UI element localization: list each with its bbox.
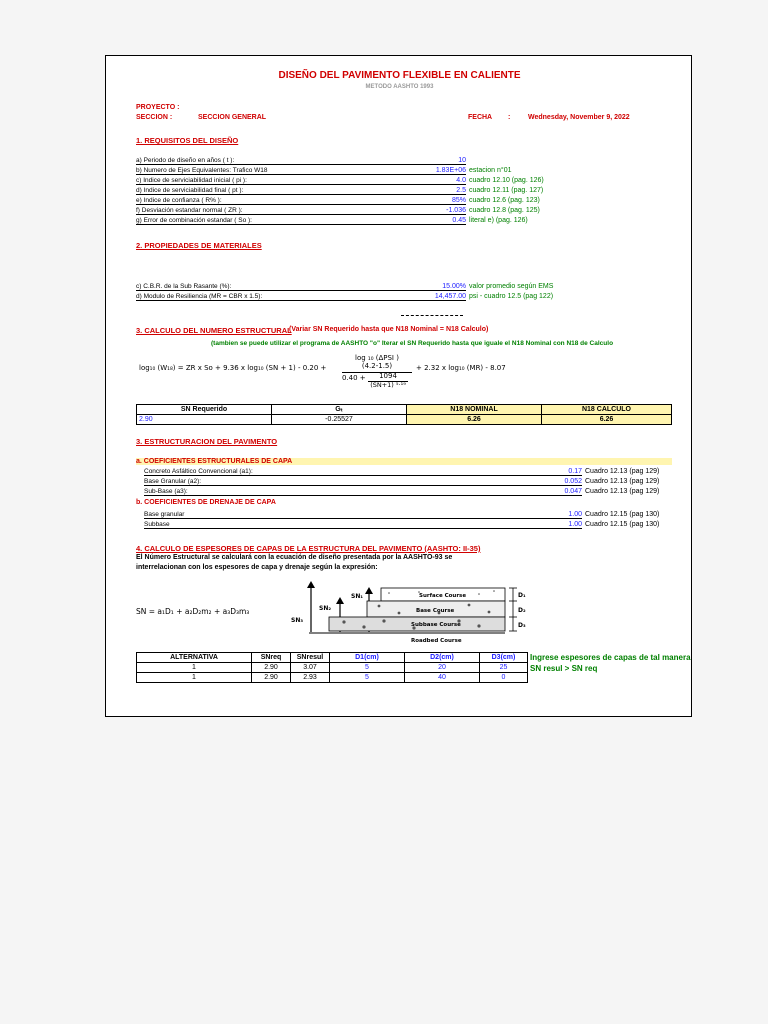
coef-estructural-row-label: Concreto Asfáltico Convencional (a1): xyxy=(144,468,582,476)
requisito-row-reference: estacion n°01 xyxy=(469,167,512,174)
thickness-hint-1: Ingrese espesores de capas de tal manera xyxy=(530,653,691,662)
requisito-row-label: f) Desviación estandar normal ( ZR ): xyxy=(136,207,466,215)
section-4-title: 4. CALCULO DE ESPESORES DE CAPAS DE LA ESTRUCTURA DEL PAVIMENTO (AASHTO: II-35) xyxy=(136,544,481,553)
requisito-row-reference: cuadro 12.11 (pag. 127) xyxy=(469,187,544,194)
sn-header-2: N18 NOMINAL xyxy=(407,405,542,415)
n18-nominal-cell: 6.26 xyxy=(407,415,542,425)
formula-den-num: 1094 xyxy=(379,372,397,380)
subbase-course-label: Subbase Course xyxy=(411,622,461,628)
coef-drenaje-row-reference: Cuadro 12.15 (pag 130) xyxy=(585,511,660,518)
d1-label: D₁ xyxy=(518,592,526,599)
coef-estructural-row-label: Sub-Base (a3): xyxy=(144,488,582,496)
table-row xyxy=(137,663,528,673)
coef-drenaje-row-label: Subbase xyxy=(144,521,582,529)
section-3-note: (tambien se puede utilizar el programa de AASHTO "o" Iterar el SN Requerido hasta que iguale el N18 Nominal con N18 de Calculo xyxy=(211,340,614,347)
surface-course-label: Surface Course xyxy=(419,593,467,599)
requisito-row-value[interactable]: -1.036 xyxy=(446,207,466,214)
sn-layer-formula: SN = a₁D₁ + a₂D₂m₂ + a₃D₃m₃ xyxy=(136,607,250,616)
snreq-cell: 2.90 xyxy=(252,663,291,673)
gt-cell: -0.25527 xyxy=(272,415,407,425)
formula-tail2-text: R) - 8.07 xyxy=(475,364,506,372)
coef-estructural-row-reference: Cuadro 12.13 (pag 129) xyxy=(585,488,660,495)
n18-calculo-cell: 6.26 xyxy=(542,415,672,425)
requisito-row-value[interactable]: 2.5 xyxy=(456,187,466,194)
requisito-row-value[interactable]: 0.45 xyxy=(452,217,466,224)
fecha-separator: : xyxy=(508,114,511,121)
requisito-row-value[interactable]: 85% xyxy=(451,197,466,204)
section-3-title-note: (Variar SN Requerido hasta que N18 Nominal = N18 Calculo) xyxy=(289,326,489,333)
d3-cell[interactable]: 0 xyxy=(480,673,528,683)
requisito-row-label: g) Error de combinación estandar ( So ): xyxy=(136,217,466,225)
d1-cell[interactable]: 5 xyxy=(330,663,405,673)
dotted-separator xyxy=(401,315,463,316)
formula-den: 0.40 + xyxy=(342,374,366,382)
section-4-desc-2: interrelacionan con los espesores de capa y drenaje según la expresión: xyxy=(136,564,378,571)
formula-tail-text: + 2.32 x log₁₀ (M xyxy=(416,364,476,372)
material-row-reference: valor promedio según EMS xyxy=(469,283,554,290)
requisito-row-value[interactable]: 1.83E+06 xyxy=(435,167,466,174)
material-row-value[interactable]: 15.00% xyxy=(442,283,466,290)
alt-header-2: SNresul xyxy=(291,653,330,663)
d2-cell[interactable]: 20 xyxy=(405,663,480,673)
requisito-row-reference: cuadro 12.8 (pag. 125) xyxy=(469,207,540,214)
material-row-reference: psi - cuadro 12.5 (pag 122) xyxy=(469,293,554,300)
d3-cell[interactable]: 25 xyxy=(480,663,528,673)
sn2-label: SN₂ xyxy=(319,605,331,612)
requisito-row-label: c) Indice de serviciabilidad inicial ( pi ): xyxy=(136,177,466,185)
requisito-row-label: b) Numero de Ejes Equivalentes: Trafico W18 xyxy=(136,167,466,175)
sn-requerido-cell[interactable]: 2.90 xyxy=(137,415,272,425)
section-2-title: 2. PROPIEDADES DE MATERIALES xyxy=(136,241,262,250)
base-course-label: Base Course xyxy=(416,608,455,614)
sn-header-3: N18 CALCULO xyxy=(542,405,672,415)
sn-header-0: SN Requerido xyxy=(137,405,272,415)
requisito-row-reference: cuadro 12.10 (pag. 126) xyxy=(469,177,544,184)
formula-mid-text: R x So + 9.36 x log₁₀ (SN + 1) - 0.20 + xyxy=(190,364,327,372)
sn-header-1: Gₜ xyxy=(272,405,407,415)
alt-header-1: SNreq xyxy=(252,653,291,663)
coef-drenaje-row-value[interactable]: 1.00 xyxy=(568,521,582,528)
coef-drenaje-row-label: Base granular xyxy=(144,511,582,519)
alt-header-4: D2(cm) xyxy=(405,653,480,663)
requisito-row-value[interactable]: 4.0 xyxy=(456,177,466,184)
fecha-value[interactable]: Wednesday, November 9, 2022 xyxy=(528,114,630,121)
d1-cell[interactable]: 5 xyxy=(330,673,405,683)
snresul-cell: 2.93 xyxy=(291,673,330,683)
material-row-label: c) C.B.R. de la Sub Rasante (%): xyxy=(136,283,466,291)
formula-left-text: log₁₀ (W₁₈) = Z xyxy=(139,364,191,372)
alternatives-table xyxy=(136,652,528,683)
section-4-desc-1: El Número Estructural se calculará con la ecuación de diseño presentada por la AASHTO-93 se xyxy=(136,554,453,561)
coef-estructural-row-value[interactable]: 0.047 xyxy=(564,488,582,495)
snresul-cell: 3.07 xyxy=(291,663,330,673)
seccion-label: SECCION : xyxy=(136,114,173,121)
sn3-label: SN₃ xyxy=(291,617,303,624)
page-title: DISEÑO DEL PAVIMENTO FLEXIBLE EN CALIENTE xyxy=(278,70,521,81)
alternativa-cell: 1 xyxy=(137,663,252,673)
coef-estructural-row-reference: Cuadro 12.13 (pag 129) xyxy=(585,478,660,485)
proyecto-label: PROYECTO : xyxy=(136,104,180,111)
coef-estructural-row-value[interactable]: 0.052 xyxy=(564,478,582,485)
d2-label: D₂ xyxy=(518,607,526,614)
section-3-title: 3. CALCULO DEL NUMERO ESTRUCTURAL xyxy=(136,326,292,335)
section-1-title: 1. REQUISITOS DEL DISEÑO xyxy=(136,136,239,145)
coef-drenaje-row-value[interactable]: 1.00 xyxy=(568,511,582,518)
spreadsheet-page xyxy=(105,55,692,717)
sn1-label: SN₁ xyxy=(351,593,363,600)
fecha-label: FECHA xyxy=(468,114,493,121)
formula-num-top: log ₁₀ (ΔPSI ) xyxy=(355,354,399,362)
requisito-row-label: d) Indice de serviciabilidad final ( pt ): xyxy=(136,187,466,195)
requisito-row-value[interactable]: 10 xyxy=(458,157,466,164)
coef-drenaje-title: b. COEFICIENTES DE DRENAJE DE CAPA xyxy=(136,499,276,506)
sn-table xyxy=(136,404,672,425)
pavement-layers-diagram xyxy=(289,580,529,650)
thickness-hint-2: SN resul > SN req xyxy=(530,664,598,673)
requisito-row-reference: cuadro 12.6 (pag. 123) xyxy=(469,197,540,204)
section-3b-title: 3. ESTRUCTURACION DEL PAVIMENTO xyxy=(136,437,278,446)
formula-den-den: (SN+1) ⁵·¹⁹ xyxy=(370,381,406,389)
coef-drenaje-row-reference: Cuadro 12.15 (pag 130) xyxy=(585,521,660,528)
formula-left xyxy=(139,364,326,372)
coef-estructural-row-reference: Cuadro 12.13 (pag 129) xyxy=(585,468,660,475)
d3-label: D₃ xyxy=(518,622,526,629)
roadbed-course-label: Roadbed Course xyxy=(411,638,462,644)
coef-estructural-row-label: Base Granular (a2): xyxy=(144,478,582,486)
material-row-label: d) Modulo de Resiliencia (MR = CBR x 1.5): xyxy=(136,293,466,301)
table-row xyxy=(137,673,528,683)
requisito-row-label: a) Periodo de diseño en años ( t ): xyxy=(136,157,466,165)
snreq-cell: 2.90 xyxy=(252,673,291,683)
material-row-value[interactable]: 14,457.00 xyxy=(434,293,466,300)
seccion-value[interactable]: SECCION GENERAL xyxy=(198,114,267,121)
formula-tail xyxy=(416,364,506,372)
page-subtitle: METODO AASHTO 1993 xyxy=(365,84,434,90)
coef-estructural-row-value[interactable]: 0.17 xyxy=(568,468,582,475)
requisito-row-reference: literal e) (pag. 126) xyxy=(469,217,528,224)
alternativa-cell: 1 xyxy=(137,673,252,683)
alt-header-3: D1(cm) xyxy=(330,653,405,663)
coef-estructurales-title: a. COEFICIENTES ESTRUCTURALES DE CAPA xyxy=(136,458,672,465)
alt-header-5: D3(cm) xyxy=(480,653,528,663)
formula-num-bot: (4.2-1.5) xyxy=(361,362,393,370)
requisito-row-label: e) Indice de confianza ( R% ): xyxy=(136,197,466,205)
alt-header-0: ALTERNATIVA xyxy=(137,653,252,663)
thickness-markers xyxy=(509,588,517,631)
d2-cell[interactable]: 40 xyxy=(405,673,480,683)
alternatives-rows xyxy=(137,663,528,683)
